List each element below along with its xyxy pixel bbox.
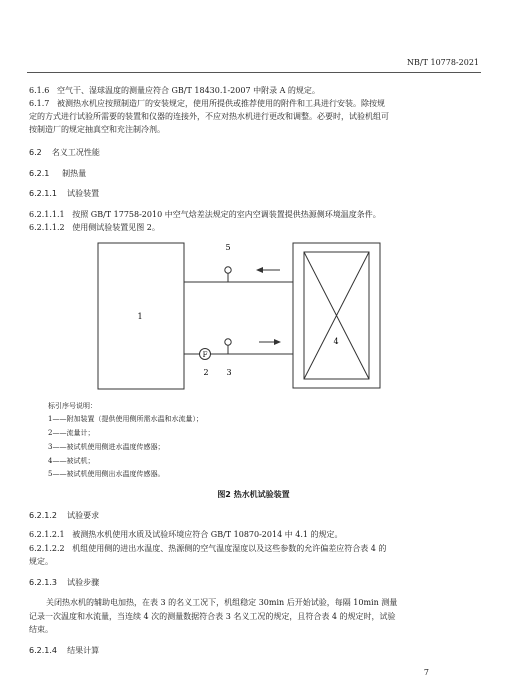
label-3: 3 — [226, 368, 232, 377]
clause-text-line-3: 按制造厂的规定抽真空和充注制冷剂。 — [29, 125, 165, 134]
procedure-line-1: 关闭热水机的辅助电加热，在表 3 的名义工况下，机组稳定 30min 后开始试验，每隔 10min 测量 — [46, 598, 398, 607]
figure-caption: 图2 热水机试验装置 — [217, 490, 290, 499]
legend-title: 标引序号说明： — [48, 402, 97, 410]
clause-number: 6.2.1.2.1 — [29, 530, 65, 539]
section-number: 6.2.1.1 — [29, 189, 57, 198]
label-5: 5 — [225, 243, 231, 252]
outlet-temperature-sensor — [225, 267, 231, 273]
section-number: 6.2 — [29, 148, 42, 157]
section-heading-6-2-1-3 — [29, 577, 99, 588]
clause-number: 6.1.7 — [29, 99, 50, 108]
procedure-line-3: 结束。 — [29, 625, 53, 634]
section-title: 试验装置 — [67, 189, 100, 198]
label-2: 2 — [203, 368, 209, 377]
flow-meter-label: F — [202, 351, 208, 359]
clause-number: 6.2.1.1.1 — [29, 210, 65, 219]
inlet-temperature-sensor — [225, 339, 231, 345]
clause-text-line-1: 被测热水机应按照制造厂的安装规定，使用所提供或推荐使用的附件和工具进行安装。除按规 — [57, 99, 385, 108]
section-number: 6.2.1.2 — [29, 511, 57, 520]
section-title: 名义工况性能 — [51, 148, 100, 157]
clause-text-line-2: 规定。 — [29, 557, 53, 566]
label-4: 4 — [333, 337, 339, 346]
section-number: 6.2.1 — [29, 169, 50, 178]
page-number: 7 — [423, 668, 429, 677]
clause-number: 6.2.1.1.2 — [29, 223, 65, 232]
procedure-line-2: 记录一次温度和水流量，当连续 4 次的测量数据符合表 3 名义工况的规定，且符合表 4 的规定时，试验 — [29, 612, 396, 621]
clause-6-2-1-2-2 — [29, 542, 386, 555]
section-number: 6.2.1.4 — [29, 646, 57, 655]
legend-item: 4——被试机； — [48, 457, 95, 465]
section-title: 试验步骤 — [67, 578, 100, 587]
clause-number: 6.2.1.2.2 — [29, 544, 65, 553]
label-1: 1 — [137, 312, 143, 321]
right-arrow — [259, 339, 281, 345]
legend-item: 5——被试机使用侧出水温度传感器。 — [48, 470, 165, 478]
section-number: 6.2.1.3 — [29, 578, 57, 587]
clause-text-line-2: 定的方式进行试验所需要的装置和仪器的连接外，不应对热水机进行更改和调整。必要时，试验机组可 — [29, 112, 389, 121]
section-title: 试验要求 — [67, 511, 100, 520]
standard-number: NB/T 10778-2021 — [407, 58, 479, 67]
clause-text: 被测热水机使用水质及试验环境应符合 GB/T 10870-2014 中 4.1 的规定。 — [72, 530, 343, 539]
clause-text-line-1: 机组使用侧的进出水温度、热源侧的空气温度湿度以及这些参数的允许偏差应符合表 4 的 — [72, 544, 387, 553]
clause-text: 空气干、湿球温度的测量应符合 GB/T 18430.1-2007 中附录 A 的规定。 — [57, 86, 320, 95]
section-title: 制热量 — [62, 169, 87, 178]
legend-item: 1——附加装置（提供使用侧所需水温和水流量）； — [48, 415, 203, 423]
section-title: 结果计算 — [67, 646, 100, 655]
clause-text: 使用侧试验装置见图 2。 — [72, 223, 160, 232]
clause-text: 按照 GB/T 17758-2010 中空气焓差法规定的室内空调装置提供热源侧环境温度条件。 — [72, 210, 381, 219]
section-heading-6-2-1-2 — [29, 510, 99, 521]
section-heading-6-2-1-4 — [29, 645, 99, 656]
clause-number: 6.1.6 — [29, 86, 50, 95]
clause-6-2-1-2-1 — [29, 528, 343, 541]
legend-item: 2——流量计； — [48, 429, 95, 437]
legend-item: 3——被试机使用侧进水温度传感器； — [48, 443, 165, 451]
left-arrow — [256, 267, 280, 273]
